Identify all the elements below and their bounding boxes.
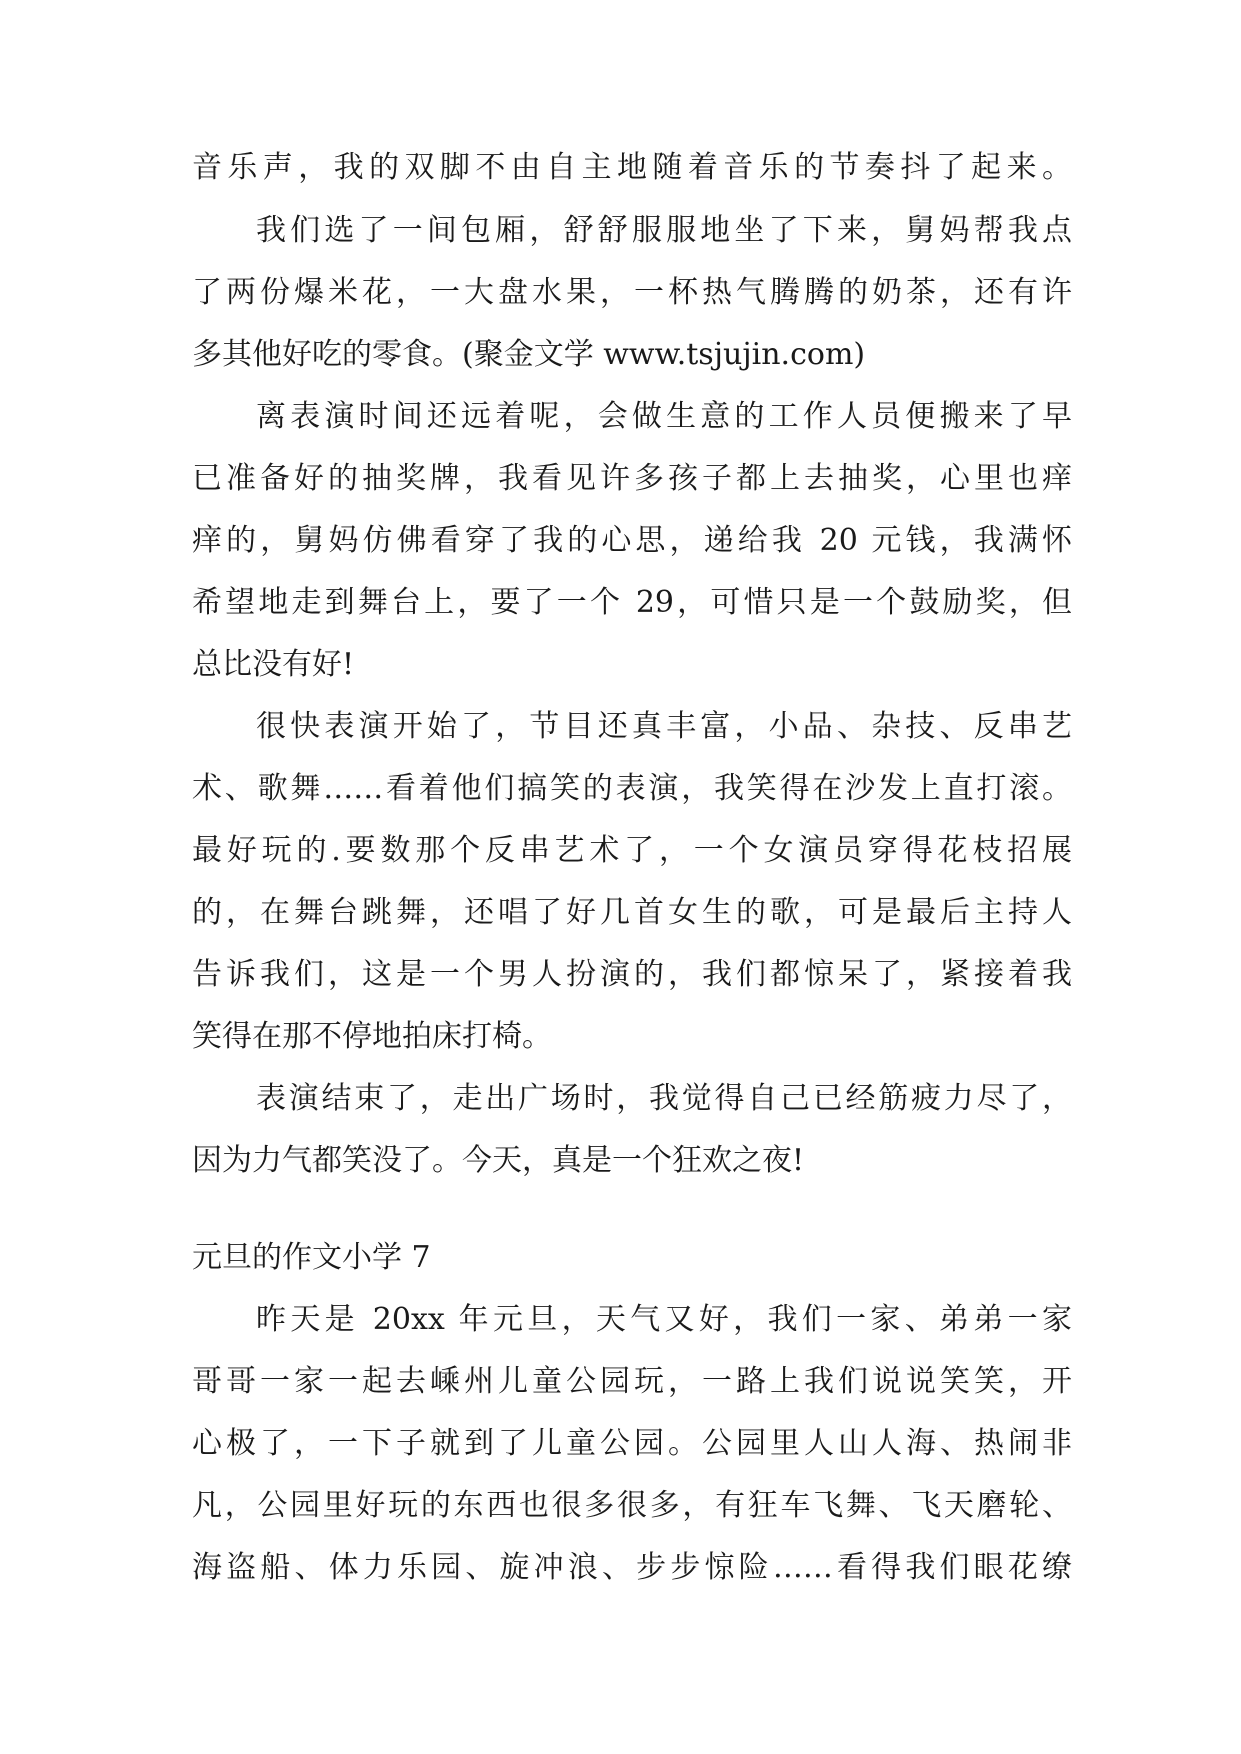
text-line: 术、歌舞……看着他们搞笑的表演，我笑得在沙发上直打滚。 [192,771,1072,806]
paragraph-first-line: 很快表演开始了，节目还真丰富，小品、杂技、反串艺 [256,709,1072,744]
text-line: 告诉我们，这是一个男人扮演的，我们都惊呆了，紧接着我 [192,957,1072,992]
paragraph-first-line: 昨天是 20xx 年元旦，天气又好，我们一家、弟弟一家 [256,1302,1072,1337]
text-line: 海盗船、体力乐园、旋冲浪、步步惊险……看得我们眼花缭 [192,1550,1072,1585]
text-line: 音乐声，我的双脚不由自主地随着音乐的节奏抖了起来。 [192,150,1072,185]
text-line: 总比没有好! [192,647,355,682]
text-line: 了两份爆米花，一大盘水果，一杯热气腾腾的奶茶，还有许 [192,275,1072,310]
text-line: 笑得在那不停地拍床打椅。 [192,1019,552,1054]
text-line: 已准备好的抽奖牌，我看见许多孩子都上去抽奖，心里也痒 [192,461,1072,496]
paragraph-first-line: 表演结束了，走出广场时，我觉得自己已经筋疲力尽了， [256,1081,1072,1116]
section-heading: 元旦的作文小学 7 [192,1240,431,1275]
paragraph-first-line: 离表演时间还远着呢，会做生意的工作人员便搬来了早 [256,399,1072,434]
text-line: 痒的，舅妈仿佛看穿了我的心思，递给我 20 元钱，我满怀 [192,523,1072,558]
text-line: 因为力气都笑没了。今天，真是一个狂欢之夜! [192,1143,805,1178]
text-line: 希望地走到舞台上，要了一个 29，可惜只是一个鼓励奖，但 [192,585,1072,620]
text-line: 的，在舞台跳舞，还唱了好几首女生的歌，可是最后主持人 [192,895,1072,930]
text-line: 多其他好吃的零食。(聚金文学 www.tsjujin.com) [192,337,866,372]
text-line: 凡，公园里好玩的东西也很多很多，有狂车飞舞、飞天磨轮、 [192,1488,1072,1523]
text-line: 哥哥一家一起去嵊州儿童公园玩，一路上我们说说笑笑，开 [192,1364,1072,1399]
paragraph-first-line: 我们选了一间包厢，舒舒服服地坐了下来，舅妈帮我点 [256,213,1072,248]
text-line: 心极了，一下子就到了儿童公园。公园里人山人海、热闹非 [192,1426,1072,1461]
text-line: 最好玩的.要数那个反串艺术了，一个女演员穿得花枝招展 [192,833,1072,868]
